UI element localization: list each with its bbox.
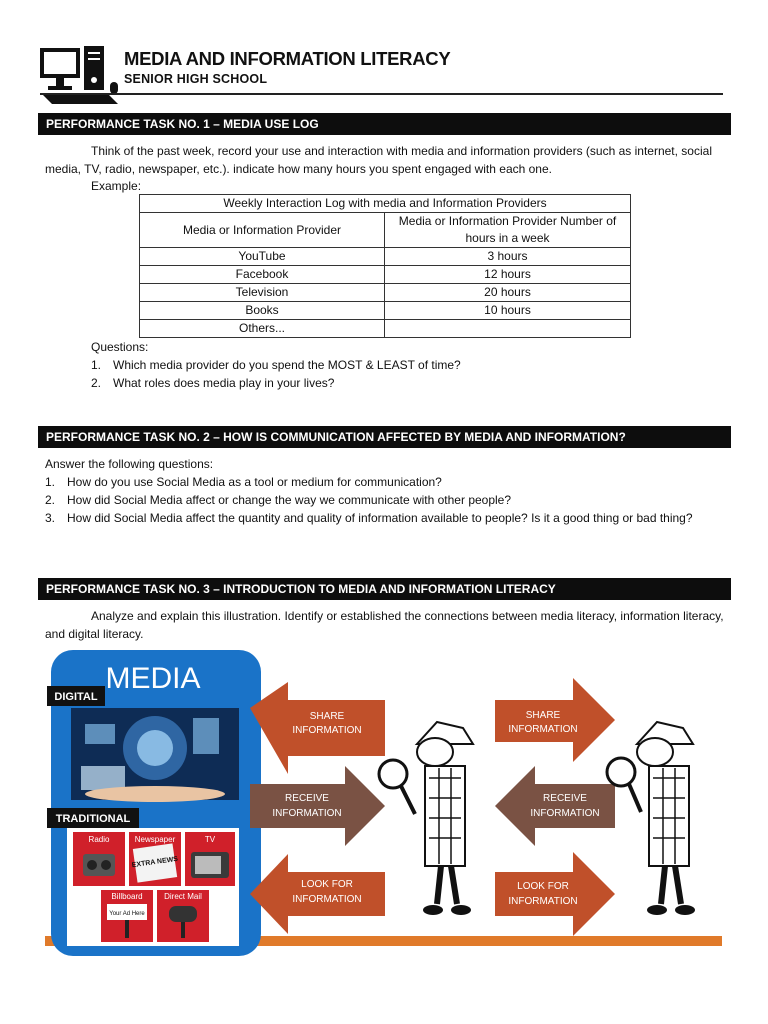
hands-icon (85, 786, 225, 802)
tablet-icon (85, 724, 115, 744)
magnifier-icon (607, 758, 635, 786)
radio-label: Radio (88, 835, 110, 844)
table-cell-provider: YouTube (140, 248, 385, 266)
list-number: 2. (91, 376, 102, 390)
table-cell-hours (385, 320, 631, 338)
media-title: MEDIA (105, 662, 201, 695)
arrow-text-line2: INFORMATION (292, 894, 362, 905)
arrow-text-line1: RECEIVE (543, 793, 587, 804)
billboard-tile (101, 890, 153, 942)
task1-questions-label: Questions: (91, 340, 149, 354)
list-text: How did Social Media affect or change the way we communicate with other people? (67, 493, 512, 507)
task1-intro: Think of the past week, record your use and interaction with media and information providers (such as internet, social media, TV, radio, newspaper, etc.). indicate how many hours you spent engaged with each one. (45, 144, 712, 176)
direct-mail-label: Direct Mail (164, 892, 202, 901)
media-log-table (139, 194, 631, 338)
table-cell-hours: 20 hours (385, 284, 631, 302)
list-number: 1. (91, 358, 102, 372)
table-cell-provider: Others... (140, 320, 385, 338)
task2-heading: PERFORMANCE TASK NO. 2 – HOW IS COMMUNICATION AFFECTED BY MEDIA AND INFORMATION? (38, 426, 731, 448)
tv-label: TV (204, 835, 216, 844)
arrow-text-line2: INFORMATION (272, 808, 342, 819)
tv-tile (185, 832, 235, 886)
table-header-provider: Media or Information Provider (140, 213, 385, 248)
arrow-text-line2: INFORMATION (530, 808, 600, 819)
traditional-label: TRADITIONAL (55, 813, 131, 825)
arrow-text-line1: SHARE (525, 710, 561, 721)
detective-icon (379, 722, 473, 915)
newspaper-label: Newspaper (134, 835, 176, 844)
document-title: MEDIA AND INFORMATION LITERACY (124, 48, 451, 69)
detective-icon (607, 722, 695, 915)
table-row (140, 302, 631, 320)
document-subtitle: SENIOR HIGH SCHOOL (124, 72, 268, 86)
arrow-text-line1: LOOK FOR (301, 879, 353, 890)
list-number: 1. (45, 475, 56, 489)
arrow-text-line2: INFORMATION (508, 724, 578, 735)
laptop-icon (81, 766, 125, 790)
magnifier-icon (379, 760, 407, 788)
arrow-text-line1: SHARE (309, 711, 345, 722)
table-cell-provider: Facebook (140, 266, 385, 284)
look-for-information-arrow-right (495, 852, 615, 936)
task2-intro: Answer the following questions: (45, 457, 214, 471)
table-row (140, 248, 631, 266)
list-item (45, 491, 715, 509)
table-cell-provider: Television (140, 284, 385, 302)
share-information-arrow-right (495, 678, 615, 762)
newspaper-tile (129, 832, 181, 886)
receive-information-arrow-left (250, 766, 385, 846)
list-number: 3. (45, 511, 56, 525)
task3-heading: PERFORMANCE TASK NO. 3 – INTRODUCTION TO MEDIA AND INFORMATION LITERACY (38, 578, 731, 600)
task1-question-list (91, 356, 711, 392)
newspaper-headline: EXTRA NEWS (131, 855, 179, 870)
list-text: How do you use Social Media as a tool or medium for communication? (67, 475, 442, 489)
arrow-text-line1: RECEIVE (285, 793, 329, 804)
billboard-sign: Your Ad Here (109, 911, 145, 917)
list-item (91, 374, 711, 392)
arrow-text-line2: INFORMATION (508, 896, 578, 907)
phone-icon (193, 718, 219, 754)
digital-label: DIGITAL (54, 691, 98, 703)
task2-question-list (45, 473, 715, 527)
mailbox-icon (169, 906, 197, 922)
table-cell-hours: 3 hours (385, 248, 631, 266)
list-number: 2. (45, 493, 56, 507)
list-item (91, 356, 711, 374)
direct-mail-tile (157, 890, 209, 942)
list-text: What roles does media play in your lives? (113, 376, 335, 390)
list-text: Which media provider do you spend the MOST & LEAST of time? (113, 358, 461, 372)
share-information-arrow-left (250, 682, 385, 774)
radio-tile (73, 832, 125, 886)
table-header-hours: Media or Information Provider Number of hours in a week (385, 213, 631, 248)
billboard-label: Billboard (111, 892, 143, 901)
table-row (140, 284, 631, 302)
media-literacy-illustration (45, 648, 722, 958)
arrow-text-line2: INFORMATION (292, 725, 362, 736)
task1-heading: PERFORMANCE TASK NO. 1 – MEDIA USE LOG (38, 113, 731, 135)
table-row (140, 266, 631, 284)
computer-logo-icon (38, 42, 124, 108)
task1-example-label: Example: (91, 179, 142, 193)
list-item (45, 473, 715, 491)
task3-intro: Analyze and explain this illustration. Identify or established the connections between media literacy, information literacy, and digital literacy. (45, 609, 724, 641)
header-divider (40, 93, 723, 95)
table-cell-provider: Books (140, 302, 385, 320)
look-for-information-arrow-left (250, 854, 385, 934)
table-row (140, 320, 631, 338)
list-item (45, 509, 715, 527)
table-caption: Weekly Interaction Log with media and Information Providers (140, 195, 631, 213)
table-cell-hours: 12 hours (385, 266, 631, 284)
receive-information-arrow-right (495, 766, 615, 846)
arrow-text-line1: LOOK FOR (517, 881, 569, 892)
list-text: How did Social Media affect the quantity and quality of information available to people? Is it a good thing or bad thing? (67, 511, 693, 525)
table-cell-hours: 10 hours (385, 302, 631, 320)
